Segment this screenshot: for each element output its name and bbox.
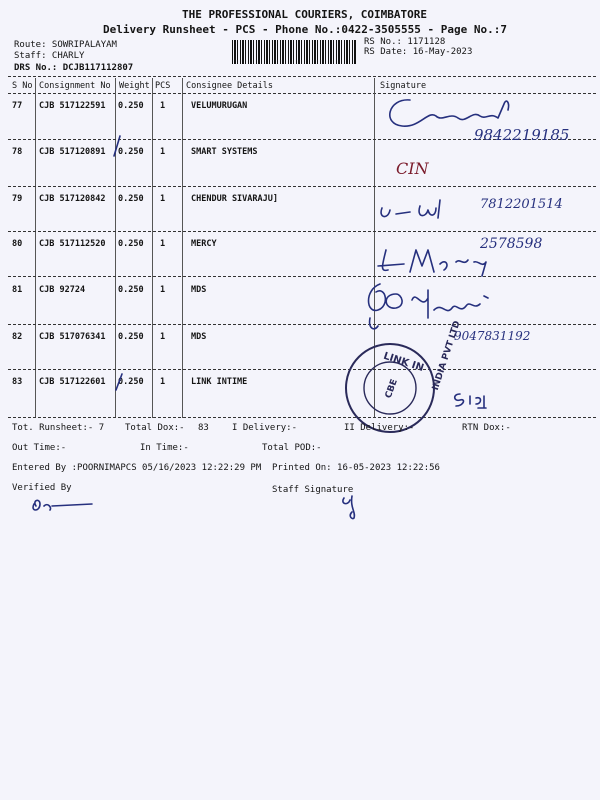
header-rule-top (8, 76, 596, 77)
row-rule (8, 369, 596, 370)
tick-mark (110, 132, 124, 160)
stamp-text: LINK IN (381, 350, 426, 375)
row-consignee: MDS (191, 285, 207, 295)
row-pcs: 1 (160, 332, 166, 342)
row-consignment: CJB 517122601 (39, 377, 106, 387)
row-consignee: CHENDUR SIVARAJU] (191, 194, 278, 204)
ii-delivery: II Delivery:- (344, 423, 415, 433)
annotation-78 (392, 152, 452, 182)
rs-number: RS No.: 1171128 (364, 37, 446, 47)
stamp-text: INDIA PVT LTD (430, 319, 463, 392)
row-pcs: 1 (160, 285, 166, 295)
row-weight: 0.250 (118, 194, 144, 204)
row-sno: 83 (12, 377, 23, 387)
staff-label: Staff: CHARLY (14, 51, 85, 61)
company-name: THE PROFESSIONAL COURIERS, COIMBATORE (182, 8, 428, 21)
signature-80 (370, 232, 590, 277)
row-sno: 82 (12, 332, 23, 342)
barcode (232, 40, 356, 64)
stamp-text: CBE (383, 377, 400, 400)
rtn-dox: RTN Dox:- (462, 423, 511, 433)
row-sno: 77 (12, 101, 23, 111)
signature-83 (450, 388, 490, 410)
signature-81-82 (362, 280, 562, 345)
total-dox-label: Total Dox:- (125, 423, 185, 433)
verified-signature (28, 494, 108, 516)
row-pcs: 1 (160, 377, 166, 387)
drs-number: DRS No.: DCJB117112807 (14, 63, 134, 73)
signature-77 (380, 92, 590, 142)
col-weight: Weight (119, 81, 150, 91)
printed-on: Printed On: 16-05-2023 12:22:56 (272, 463, 440, 473)
tick-mark (112, 370, 126, 394)
rs-date: RS Date: 16-May-2023 (364, 47, 473, 57)
row-pcs: 1 (160, 194, 166, 204)
row-consignee: SMART SYSTEMS (191, 147, 258, 157)
row-rule (8, 417, 596, 418)
row-sno: 80 (12, 239, 23, 249)
col-signature: Signature (380, 81, 427, 91)
row-sno: 81 (12, 285, 23, 295)
row-consignee: MDS (191, 332, 207, 342)
row-consignee: MERCY (191, 239, 217, 249)
row-pcs: 1 (160, 101, 166, 111)
row-consignment: CJB 517120842 (39, 194, 106, 204)
row-consignment: CJB 92724 (39, 285, 86, 295)
col-consignee: Consignee Details (186, 81, 273, 91)
in-time: In Time:- (140, 443, 189, 453)
row-consignee: LINK INTIME (191, 377, 248, 387)
handwritten-phone: 9047831192 (454, 329, 531, 343)
row-sno: 78 (12, 147, 23, 157)
total-dox-value: 83 (198, 423, 209, 433)
row-consignment: CJB 517112520 (39, 239, 106, 249)
row-weight: 0.250 (118, 285, 144, 295)
row-weight: 0.250 (118, 239, 144, 249)
row-weight: 0.250 (118, 147, 144, 157)
row-consignment: CJB 517120891 (39, 147, 106, 157)
col-sno: S No (12, 81, 33, 91)
row-weight: 0.250 (118, 101, 144, 111)
row-consignee: VELUMURUGAN (191, 101, 248, 111)
row-weight: 0.250 (118, 377, 144, 387)
route-label: Route: SOWRIPALAYAM (14, 40, 117, 50)
table-row (0, 377, 600, 391)
handwritten-number: 2578598 (480, 236, 543, 252)
handwritten-phone: 9842219185 (474, 126, 570, 144)
handwritten-cin: CIN (396, 159, 429, 178)
row-consignment: CJB 517122591 (39, 101, 106, 111)
staff-signature-label: Staff Signature (272, 485, 354, 495)
verified-by-label: Verified By (12, 483, 72, 493)
staff-signature (338, 490, 378, 520)
col-pcs: PCS (155, 81, 171, 91)
handwritten-phone: 7812201514 (480, 197, 563, 212)
signature-79 (376, 190, 586, 230)
row-consignment: CJB 517076341 (39, 332, 106, 342)
runsheet-title: Delivery Runsheet - PCS - Phone No.:0422-3505555 - Page No.:7 (103, 23, 507, 36)
col-consignment: Consignment No (39, 81, 111, 91)
table-row (0, 147, 600, 161)
row-pcs: 1 (160, 239, 166, 249)
company-stamp (342, 319, 463, 436)
out-time: Out Time:- (12, 443, 67, 453)
total-runsheet: Tot. Runsheet:- 7 (12, 423, 105, 433)
entered-by: Entered By :POORNIMAPCS 05/16/2023 12:22:29 PM (12, 463, 262, 473)
row-pcs: 1 (160, 147, 166, 157)
row-sno: 79 (12, 194, 23, 204)
row-rule (8, 186, 596, 187)
row-weight: 0.250 (118, 332, 144, 342)
i-delivery: I Delivery:- (232, 423, 298, 433)
total-pod: Total POD:- (262, 443, 322, 453)
